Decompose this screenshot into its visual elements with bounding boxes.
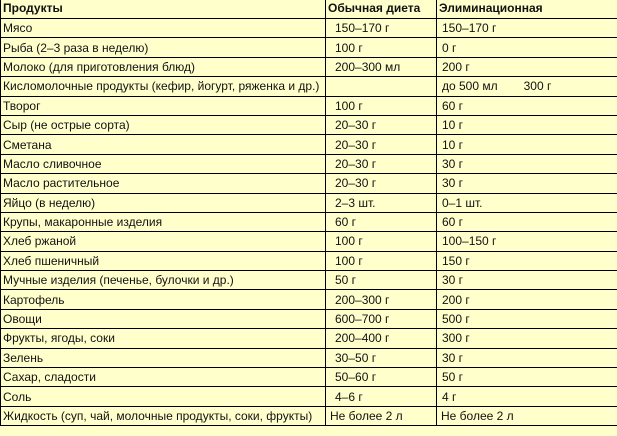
table-row (1, 348, 617, 367)
table-row (1, 19, 617, 38)
cell-product: Хлеб ржаной (1, 232, 326, 251)
cell-regular: 50–60 г (326, 368, 437, 387)
cell-product: Молоко (для приготовления блюд) (1, 57, 326, 76)
cell-product: Масло сливочное (1, 154, 326, 173)
cell-elimination: 60 г (437, 212, 617, 231)
cell-elimination: 60 г (437, 96, 617, 115)
cell-elimination: 30 г (437, 348, 617, 367)
cell-regular: Не более 2 л (326, 406, 437, 425)
cell-elimination: 100–150 г (437, 232, 617, 251)
table-row (1, 193, 617, 212)
cell-regular: 50 г (326, 271, 437, 290)
table-row (1, 154, 617, 173)
elimination-value: до 500 мл (442, 79, 498, 94)
cell-regular: 20–30 г (326, 135, 437, 154)
cell-product: Хлеб пшеничный (1, 251, 326, 270)
cell-elimination: 10 г (437, 135, 617, 154)
cell-regular: 30–50 г (326, 348, 437, 367)
cell-regular: 200–300 мл (326, 57, 437, 76)
elimination-extra-value: 300 г (523, 79, 552, 94)
cell-elimination: 150 г (437, 251, 617, 270)
cell-elimination: 500 г (437, 309, 617, 328)
table-row (1, 38, 617, 57)
cell-product: Сахар, сладости (1, 368, 326, 387)
table-row (1, 290, 617, 309)
cell-regular: 2–3 шт. (326, 193, 437, 212)
table-row (1, 115, 617, 134)
cell-elimination: 10 г (437, 115, 617, 134)
cell-elimination: 150–170 г (437, 19, 617, 38)
table-row (1, 96, 617, 115)
cell-regular: 20–30 г (326, 174, 437, 193)
cell-product: Кисломолочные продукты (кефир, йогурт, ряженка и др.) (1, 77, 326, 96)
cell-regular: 200–400 г (326, 329, 437, 348)
table-row (1, 212, 617, 231)
cell-product: Соль (1, 387, 326, 406)
cell-product: Творог (1, 96, 326, 115)
cell-product: Фрукты, ягоды, соки (1, 329, 326, 348)
cell-regular: 100 г (326, 232, 437, 251)
cell-regular: 100 г (326, 38, 437, 57)
cell-product: Яйцо (в неделю) (1, 193, 326, 212)
cell-product: Овощи (1, 309, 326, 328)
cell-elimination: 30 г (437, 174, 617, 193)
cell-regular: 200–300 г (326, 290, 437, 309)
header-products: Продукты (1, 0, 326, 19)
cell-product: Сметана (1, 135, 326, 154)
table-row (1, 368, 617, 387)
cell-product: Зелень (1, 348, 326, 367)
cell-regular: 100 г (326, 96, 437, 115)
cell-regular: 600–700 г (326, 309, 437, 328)
table-row (1, 174, 617, 193)
cell-elimination: 0 г (437, 38, 617, 57)
cell-elimination: 4 г (437, 387, 617, 406)
table-row (1, 329, 617, 348)
cell-product: Рыба (2–3 раза в неделю) (1, 38, 326, 57)
cell-product: Сыр (не острые сорта) (1, 115, 326, 134)
table-row (1, 77, 617, 96)
cell-elimination: 0–1 шт. (437, 193, 617, 212)
cell-regular: 100 г (326, 251, 437, 270)
cell-elimination: 30 г (437, 271, 617, 290)
cell-regular: 20–30 г (326, 115, 437, 134)
cell-regular: 150–170 г (326, 19, 437, 38)
table-row (1, 406, 617, 425)
cell-regular: 60 г (326, 212, 437, 231)
cell-regular (326, 77, 437, 96)
cell-product: Масло растительное (1, 174, 326, 193)
cell-product: Крупы, макаронные изделия (1, 212, 326, 231)
table-row (1, 232, 617, 251)
cell-elimination: 200 г (437, 290, 617, 309)
cell-product: Жидкость (суп, чай, молочные продукты, соки, фрукты) (1, 406, 326, 425)
table-row (1, 387, 617, 406)
cell-elimination: 300 г (437, 329, 617, 348)
table-row (1, 251, 617, 270)
cell-regular: 4–6 г (326, 387, 437, 406)
cell-elimination (437, 77, 617, 96)
table-header-row (1, 0, 617, 19)
table-row (1, 135, 617, 154)
cell-elimination: 30 г (437, 154, 617, 173)
cell-regular: 20–30 г (326, 154, 437, 173)
table-row (1, 57, 617, 76)
header-regular-diet: Обычная диета (326, 0, 437, 19)
header-elimination-diet: Элиминационная (437, 0, 617, 19)
table-row (1, 271, 617, 290)
cell-product: Мучные изделия (печенье, булочки и др.) (1, 271, 326, 290)
table-row (1, 309, 617, 328)
cell-product: Картофель (1, 290, 326, 309)
cell-elimination: 50 г (437, 368, 617, 387)
cell-product: Мясо (1, 19, 326, 38)
cell-elimination: 200 г (437, 57, 617, 76)
cell-elimination: Не более 2 л (437, 406, 617, 425)
